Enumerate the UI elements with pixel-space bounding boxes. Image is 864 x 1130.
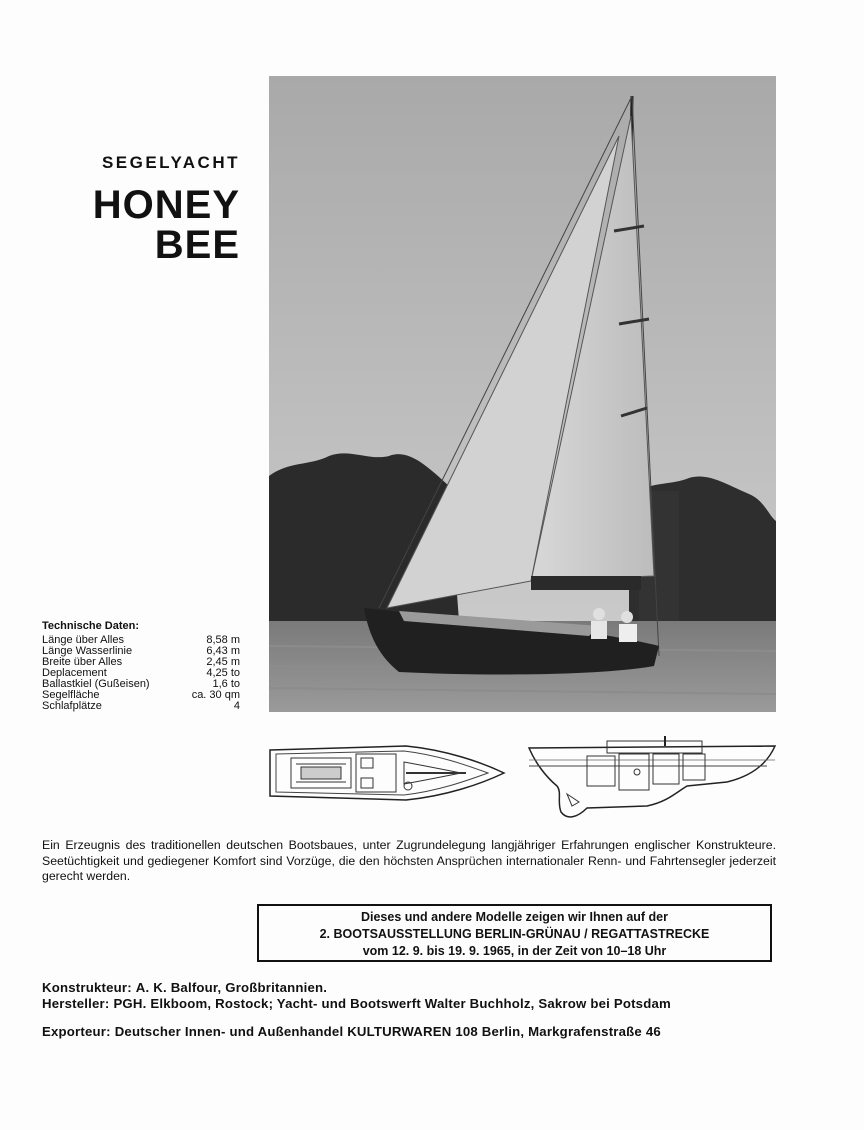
sailboat-photo <box>269 76 776 712</box>
description-text: Ein Erzeugnis des traditionellen deutschen Bootsbaues, unter Zugrundelegung langjähriger Erfahrungen englischer Konstrukteure. Seetüchtigkeit und gediegener Komfort sind Vorzüge, die den höchsten Ansprüchen internationaler Renn- und Fahrtensegler jederzeit gerecht werden. <box>42 838 776 883</box>
credit-label: Hersteller: <box>42 996 110 1011</box>
spec-value: 4 <box>233 700 240 712</box>
title-line-honey: HONEY <box>92 183 240 227</box>
credit-value: Deutscher Innen- und Außenhandel KULTURWAREN 108 Berlin, Markgrafenstraße 46 <box>114 1024 661 1039</box>
spec-label: Schlafplätze <box>42 700 102 712</box>
spec-label: Segelfläche <box>42 689 100 701</box>
spec-label: Deplacement <box>42 667 107 679</box>
credit-value: PGH. Elkboom, Rostock; Yacht- und Bootswerft Walter Buchholz, Sakrow bei Potsdam <box>113 996 671 1011</box>
spec-label: Breite über Alles <box>42 656 123 668</box>
page-subtitle: SEGELYACHT <box>101 153 240 172</box>
credit-hersteller <box>42 996 671 1011</box>
exhibition-notice <box>257 904 772 962</box>
spec-value: ca. 30 qm <box>191 689 240 701</box>
notice-line: vom 12. 9. bis 19. 9. 1965, in der Zeit von 10–18 Uhr <box>362 944 667 958</box>
spec-label: Länge Wasserlinie <box>42 645 133 657</box>
spec-value: 2,45 m <box>206 656 240 668</box>
page-title <box>93 185 240 265</box>
spec-value: 6,43 m <box>206 645 240 657</box>
specs-heading: Technische Daten: <box>42 620 139 632</box>
spec-row <box>42 701 240 712</box>
credit-label: Exporteur: <box>42 1024 111 1039</box>
spec-value: 1,6 to <box>212 678 240 690</box>
spec-label: Länge über Alles <box>42 634 124 646</box>
title-line-bee: BEE <box>154 223 240 267</box>
deck-plan-drawing <box>266 740 506 811</box>
notice-line: 2. BOOTSAUSSTELLUNG BERLIN-GRÜNAU / REGATTASTRECKE <box>319 927 710 941</box>
credit-label: Konstrukteur: <box>42 980 132 995</box>
spec-label: Ballastkiel (Gußeisen) <box>42 678 150 690</box>
spec-value: 4,25 to <box>206 667 240 679</box>
technical-data <box>42 621 240 712</box>
credit-exporteur <box>42 1024 661 1039</box>
credit-konstrukteur <box>42 980 327 995</box>
credit-value: A. K. Balfour, Großbritannien. <box>135 980 328 995</box>
side-profile-drawing <box>527 736 777 827</box>
spec-value: 8,58 m <box>206 634 240 646</box>
notice-line: Dieses und andere Modelle zeigen wir Ihnen auf der <box>360 910 668 924</box>
